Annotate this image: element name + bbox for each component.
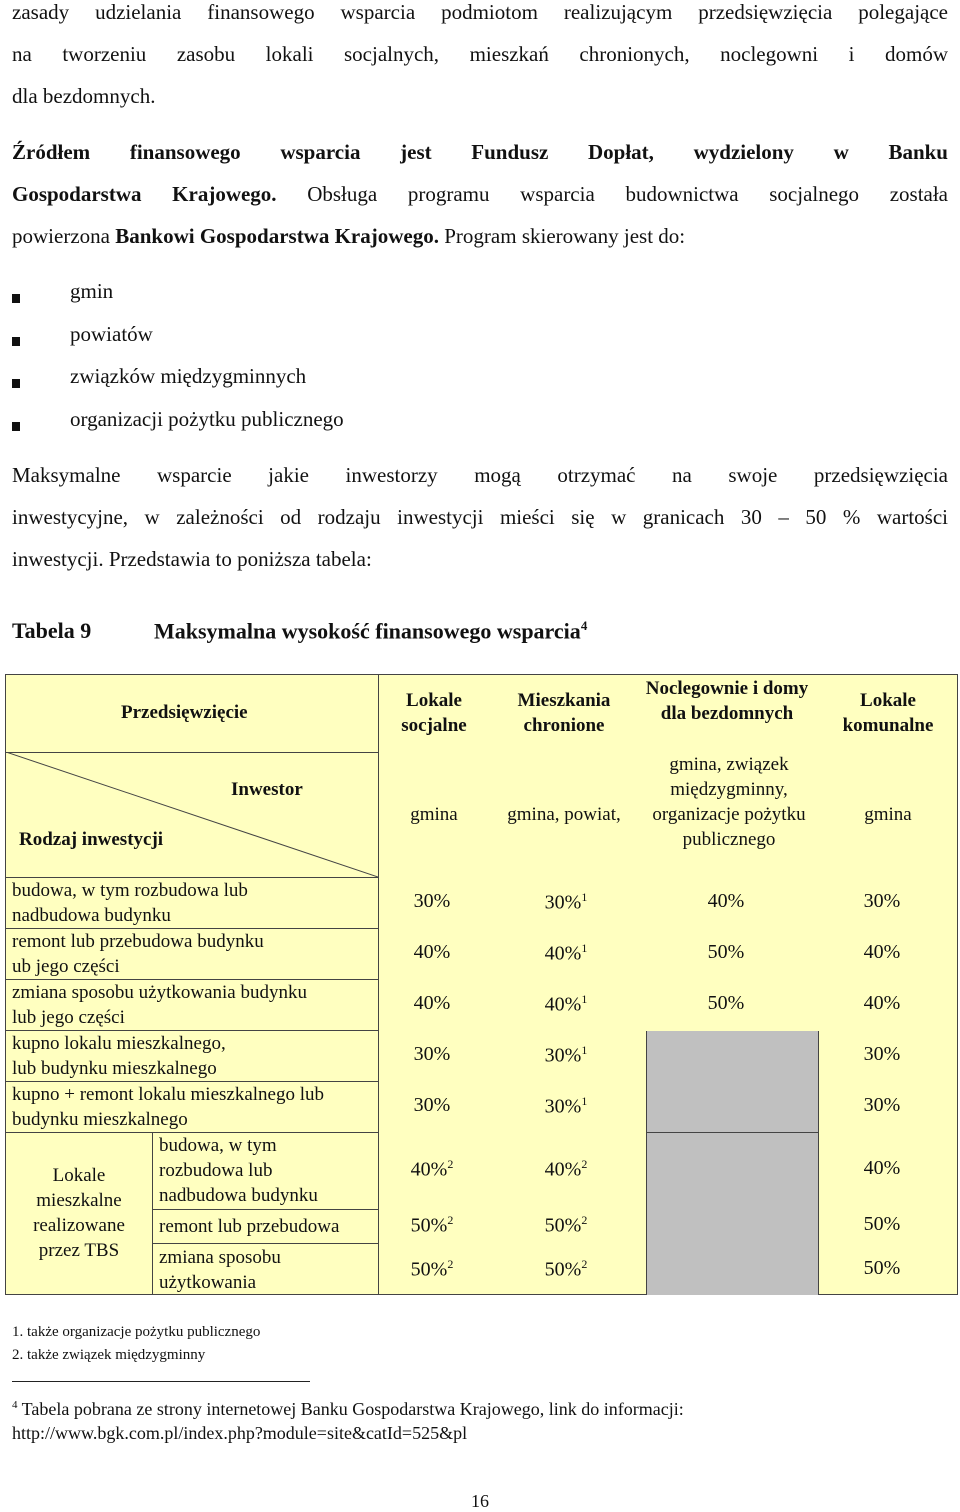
diagonal-divider: [6, 752, 378, 877]
source-line: Źródłem finansowego wsparcia jest Fundusz Dopłat, wydzielony w Banku: [12, 140, 948, 164]
bullet-item: powiatów: [12, 322, 612, 350]
table-caption: Maksymalna wysokość finansowego wsparcia$^4$: [154, 618, 588, 644]
footnote-link: http://www.bgk.com.pl/index.php?module=site&catId=525&pl: [12, 1423, 468, 1443]
row-label: kupno lokalu mieszkalnego, lub budynku mieszkalnego: [12, 1033, 226, 1079]
support-paragraph: [12, 454, 948, 580]
column-header-noclegownie: Noclegownie i domy dla bezdomnych: [645, 678, 809, 724]
support-line: inwestycyjne, w zależności od rodzaju inwestycji mieści się w granicach 30 – 50 % wartości: [12, 505, 948, 529]
corner-header-przedsiewziecie: Przedsięwzięcie: [121, 702, 248, 723]
bullet-square-icon: [12, 294, 20, 303]
value-cell: 30%: [413, 890, 451, 912]
value-cell: 40%: [863, 941, 901, 963]
footnote-number: 4: [12, 1399, 18, 1411]
intro-line: na tworzeniu zasobu lokali socjalnych, mieszkań chronionych, noclegowni i domów: [12, 42, 948, 66]
source-paragraph: [12, 131, 948, 257]
bullet-item: gmin: [12, 279, 612, 307]
value-cell: 30%$^1$: [544, 890, 588, 914]
table-note: 1. także organizacje pożytku publicznego: [12, 1324, 261, 1340]
column-header-lokale-komunalne: Lokale komunalne: [842, 690, 934, 736]
value-cell: 50%: [707, 941, 745, 963]
value-cell: 40%$^1$: [544, 992, 588, 1016]
intro-line: dla bezdomnych.: [12, 84, 156, 108]
value-cell: 30%: [413, 1043, 451, 1065]
gray-cell: [646, 1132, 818, 1295]
footnote-separator: [12, 1381, 310, 1382]
value-cell: 50%$^2$: [410, 1257, 454, 1281]
value-cell: 40%: [707, 890, 745, 912]
bullet-item: związków międzygminnych: [12, 364, 612, 392]
investor-cell: gmina: [864, 804, 912, 825]
footnote-ref: 4: [580, 618, 588, 633]
value-cell: 30%$^1$: [544, 1043, 588, 1067]
page-number: 16: [471, 1491, 489, 1511]
intro-line: zasady udzielania finansowego wsparcia podmiotom realizującym przedsięwzięcia polegające: [12, 0, 948, 24]
investor-cell: gmina, powiat,: [507, 804, 621, 825]
bullet-item: organizacji pożytku publicznego: [12, 407, 612, 435]
bullet-square-icon: [12, 379, 20, 388]
gray-cell: [646, 1031, 818, 1132]
row-label: budowa, w tym rozbudowa lub nadbudowa budynku: [12, 880, 248, 926]
footnote: $^4$ Tabela pobrana ze strony internetowej Banku Gospodarstwa Krajowego, link do informacji: http://www.bgk.com.pl/index.php?module=site&catId=525&pl: [12, 1399, 684, 1443]
row-label: remont lub przebudowa budynku ub jego części: [12, 931, 264, 977]
support-table: [5, 674, 958, 1295]
row-label: budowa, w tym rozbudowa lub nadbudowa budynku: [159, 1135, 318, 1206]
table-label: Tabela 9: [12, 618, 92, 643]
value-cell: 30%: [413, 1094, 451, 1116]
value-cell: 40%: [413, 992, 451, 1014]
value-cell: 40%: [863, 1157, 901, 1179]
intro-paragraph: [12, 0, 948, 117]
value-cell: 40%$^2$: [544, 1157, 588, 1181]
group-label-tbs: Lokale mieszkalne realizowane przez TBS: [33, 1165, 125, 1261]
value-cell: 50%: [863, 1213, 901, 1235]
row-label: zmiana sposobu użytkowania budynku lub jego części: [12, 982, 307, 1028]
investor-cell: gmina: [410, 804, 458, 825]
bullet-square-icon: [12, 337, 20, 346]
value-cell: 30%$^1$: [544, 1094, 588, 1118]
source-line: Gospodarstwa Krajowego. Obsługa programu wsparcia budownictwa socjalnego została: [12, 182, 948, 206]
row-label: zmiana sposobu użytkowania: [159, 1247, 281, 1293]
value-cell: 30%: [863, 890, 901, 912]
value-cell: 40%$^1$: [544, 941, 588, 965]
value-cell: 50%$^2$: [544, 1257, 588, 1281]
support-line: inwestycji. Przedstawia to poniższa tabela:: [12, 547, 372, 571]
value-cell: 40%$^2$: [410, 1157, 454, 1181]
bullet-square-icon: [12, 422, 20, 431]
column-header-lokale-socjalne: Lokale socjalne: [401, 690, 467, 736]
row-label: remont lub przebudowa: [159, 1216, 340, 1237]
value-cell: 30%: [863, 1094, 901, 1116]
table-note: 2. także związek międzygminny: [12, 1347, 206, 1363]
value-cell: 50%: [863, 1257, 901, 1279]
source-line: powierzona Bankowi Gospodarstwa Krajowego. Program skierowany jest do:: [12, 224, 686, 248]
value-cell: 50%$^2$: [544, 1213, 588, 1237]
row-label: kupno + remont lokalu mieszkalnego lub budynku mieszkalnego: [12, 1084, 325, 1130]
value-cell: 40%: [413, 941, 451, 963]
value-cell: 50%$^2$: [410, 1213, 454, 1237]
corner-header-rodzaj: Rodzaj inwestycji: [19, 829, 164, 850]
corner-header-inwestor: Inwestor: [231, 779, 303, 800]
column-header-mieszkania-chronione: Mieszkania chronione: [517, 690, 611, 736]
value-cell: 50%: [707, 992, 745, 1014]
support-line: Maksymalne wsparcie jakie inwestorzy mogą otrzymać na swoje przedsięwzięcia: [12, 463, 948, 487]
investor-cell: gmina, związek międzygminny, organizacje pożytku publicznego: [652, 754, 806, 850]
value-cell: 30%: [863, 1043, 901, 1065]
value-cell: 40%: [863, 992, 901, 1014]
